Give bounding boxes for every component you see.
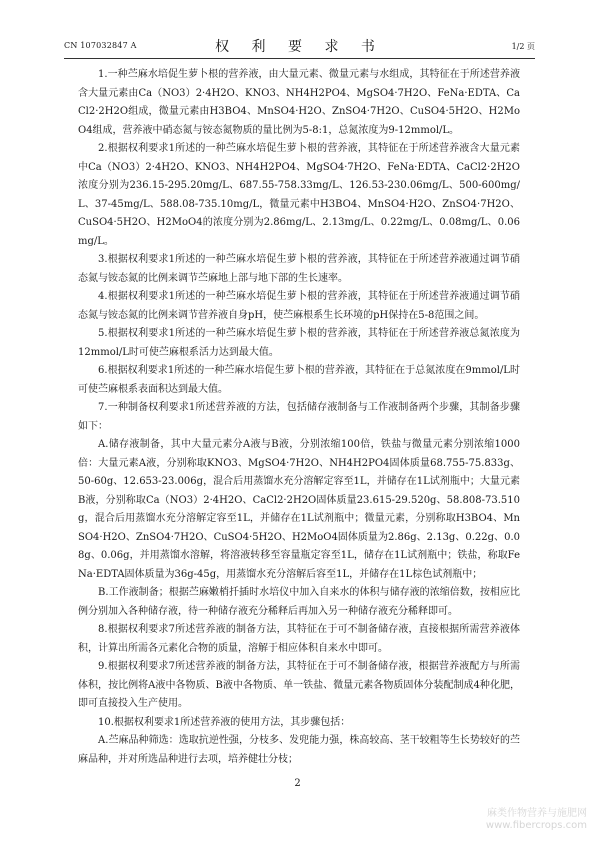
claim-4: 4.根据权利要求1所述的一种苎麻水培促生萝卜根的营养液，其特征在于所述营养液通过调节硝态氮与铵态氮的比例来调节营养液自身pH，使苎麻根系生长环境的pH保持在5-8范围之间。 [78, 291, 520, 321]
claim-5: 5.根据权利要求1所述的一种苎麻水培促生萝卜根的营养液，其特征在于所述营养液总氮浓度为12mmol/L时可使苎麻根系活力达到最大值。 [78, 328, 520, 358]
claim-10-step-a: A.苎麻品种筛选：选取抗逆性强，分枝多、发兜能力强，株高较高、茎干较粗等生长势较好的苎麻品种，并对所选品种进行去项，培养健壮分枝； [78, 735, 520, 765]
watermark [486, 808, 587, 832]
claim-1: 1.一种苎麻水培促生萝卜根的营养液，由大量元素、微量元素与水组成，其特征在于所述营养液含大量元素由Ca（NO3）2·4H2O、KNO3、NH4H2PO4、MgSO4·7H2O、FeNa·EDTA、CaCl2·2H2O组成，微量元素由H3BO4、MnSO4·H2O、ZnSO4·7H2O、CuSO4·5H2O、H2MoO4组成，营养液中硝态氮与铵态氮物质的量比例为5-8:1，总氮浓度为9-12mmol/L。 [78, 69, 520, 136]
page-indicator: 1/2 页 [511, 42, 535, 51]
claim-7-step-b: B.工作液制备；根据苎麻嫩梢扦插时水培仪中加入自来水的体积与储存液的浓缩倍数，按相应比例分别加入各种储存液，待一种储存液充分稀释后再加入另一种储存液充分稀释即可。 [78, 587, 520, 617]
page-number: 2 [294, 778, 301, 789]
claim-7-step-a: A.储存液制备，其中大量元素分A液与B液，分别浓缩100倍，铁盐与微量元素分别浓缩1000倍：大量元素A液，分别称取KNO3、MgSO4·7H2O、NH4H2PO4固体质量68.755-75.833g、50-60g、12.653-23.006g，混合后用蒸馏水充分溶解定容至1L，并储存在1L试剂瓶中；大量元素B液，分别称取Ca（NO3）2·4H2O、CaCl2·2H2O固体质量23.615-29.520g、58.808-73.510g，混合后用蒸馏水充分溶解定容至1L，并储存在1L试剂瓶中；微量元素，分别称取H3BO4、MnSO4·H2O、ZnSO4·7H2O、CuSO4·5H2O、H2MoO4固体质量为2.86g、2.13g、0.22g、0.08g、0.06g，并用蒸馏水溶解，将溶液转移至容量瓶定容至1L，储存在1L试剂瓶中；铁盐，称取FeNa·EDTA固体质量为36g-45g，用蒸馏水充分溶解后容至1L，并储存在1L棕色试剂瓶中； [78, 439, 520, 580]
publication-number: CN 107032847 A [64, 41, 137, 50]
claim-9: 9.根据权利要求7所述营养液的制备方法，其特征在于可不制备储存液，根据营养液配方与所需体积，按比例将A液中各物质、B液中各物质、单一铁盐、微量元素各物质固体分装配制成4种化肥，即可直接投入生产使用。 [78, 661, 520, 709]
claim-8: 8.根据权利要求7所述营养液的制备方法，其特征在于可不制备储存液，直接根据所需营养液体积，计算出所需各元素化合物的质量，溶解于相应体积自来水中即可。 [78, 624, 520, 654]
claim-2: 2.根据权利要求1所述的一种苎麻水培促生萝卜根的营养液，其特征在于所述营养液含大量元素中Ca（NO3）2·4H2O、KNO3、NH4H2PO4、MgSO4·7H2O、FeNa·EDTA、CaCl2·2H2O浓度分别为236.15-295.20mg/L、687.55-758.33mg/L、126.53-230.06mg/L、500-600mg/L、37-45mg/L、588.08-735.10mg/L，微量元素中H3BO4、MnSO4·H2O、ZnSO4·7H2O、CuSO4·5H2O、H2MoO4的浓度分别为2.86mg/L、2.13mg/L、0.22mg/L、0.08mg/L、0.06mg/L。 [78, 143, 520, 247]
watermark-site-name: 麻类作物营养与施肥网 [487, 808, 587, 819]
claim-6: 6.根据权利要求1所述的一种苎麻水培促生萝卜根的营养液，其特征在于总氮浓度在9mmol/L时可使苎麻根系表面积达到最大值。 [78, 365, 520, 395]
claim-7: 7.一种制备权利要求1所述营养液的方法，包括储存液制备与工作液制备两个步骤，其制备步骤如下： [78, 402, 520, 432]
page-header [64, 36, 535, 59]
watermark-url: www.fibercrops.com [485, 820, 587, 831]
claim-10: 10.根据权利要求1所述营养液的使用方法，其步骤包括： [98, 716, 351, 728]
document-title: 权 利 要 求 书 [215, 39, 384, 55]
claim-3: 3.根据权利要求1所述的一种苎麻水培促生萝卜根的营养液，其特征在于所述营养液通过调节硝态氮与铵态氮的比例来调节苎麻地上部与地下部的生长速率。 [78, 254, 520, 284]
claims-body [78, 66, 520, 769]
